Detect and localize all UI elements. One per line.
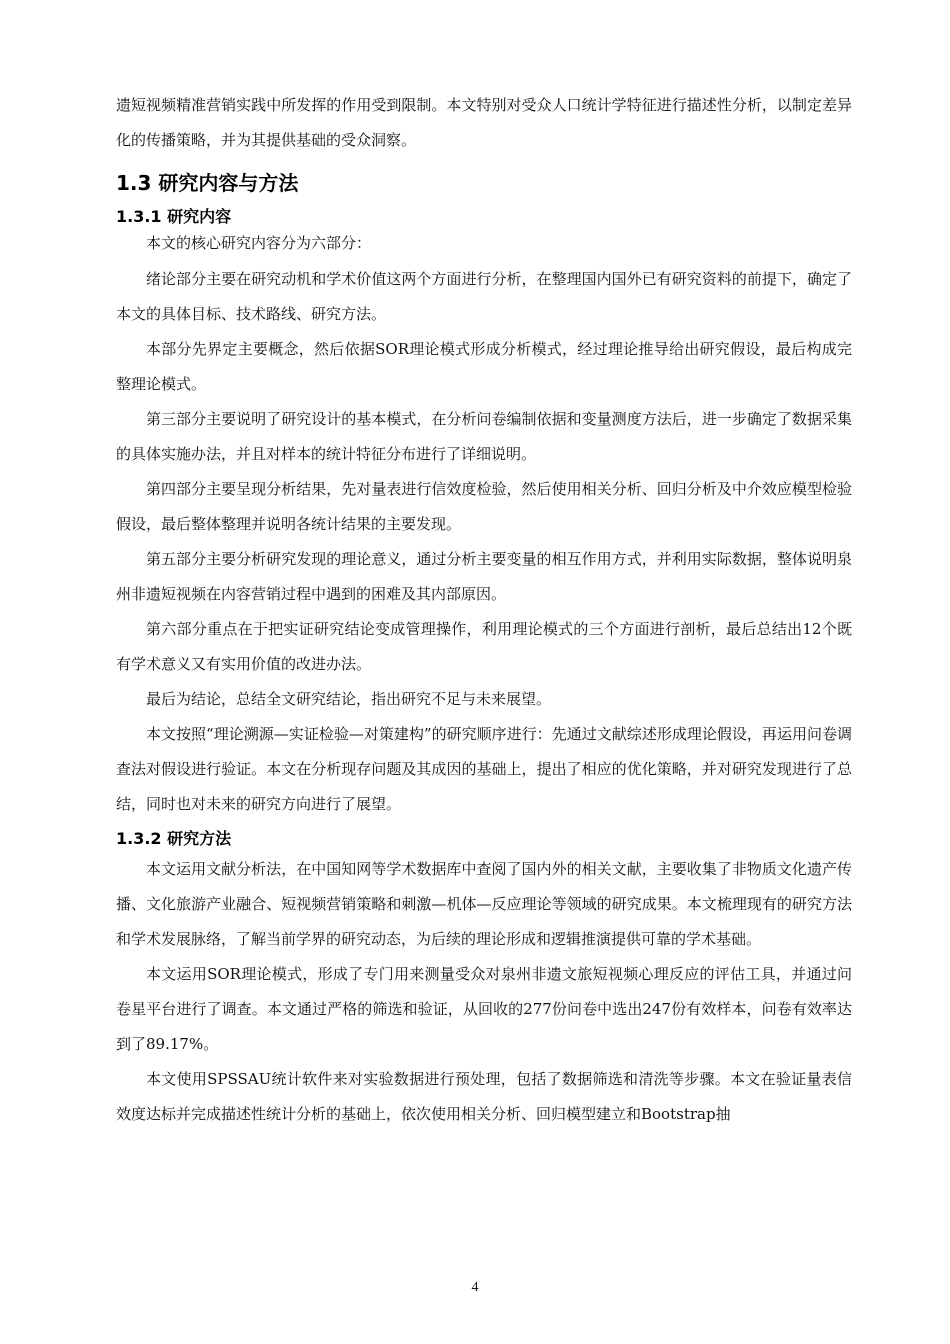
paragraph: 第六部分重点在于把实证研究结论变成管理操作，利用理论模式的三个方面进行剖析，最后总结出12个既有学术意义又有实用价值的改进办法。 xyxy=(116,620,852,673)
paragraph: 本文按照“理论溯源—实证检验—对策建构”的研究顺序进行：先通过文献综述形成理论假设，再运用问卷调查法对假设进行验证。本文在分析现存问题及其成因的基础上，提出了相应的优化策略，并对研究发现进行了总结，同时也对未来的研究方向进行了展望。 xyxy=(116,725,852,813)
paragraph: 本文使用SPSSAU统计软件来对实验数据进行预处理，包括了数据筛选和清洗等步骤。本文在验证量表信效度达标并完成描述性统计分析的基础上，依次使用相关分析、回归模型建立和Bootstrap抽 xyxy=(116,1070,852,1123)
section-number: 1.3 xyxy=(116,171,152,195)
paragraph: 本部分先界定主要概念，然后依据SOR理论模式形成分析模式，经过理论推导给出研究假设，最后构成完整理论模式。 xyxy=(116,340,852,393)
paragraph: 绪论部分主要在研究动机和学术价值这两个方面进行分析，在整理国内国外已有研究资料的前提下，确定了本文的具体目标、技术路线、研究方法。 xyxy=(116,270,852,323)
subsection-number: 1.3.2 xyxy=(116,829,162,848)
paragraph: 最后为结论，总结全文研究结论，指出研究不足与未来展望。 xyxy=(146,690,552,708)
subsection-title: 研究内容 xyxy=(167,207,232,226)
paragraph: 本文的核心研究内容分为六部分： xyxy=(146,234,372,252)
subsection-title: 研究方法 xyxy=(167,829,232,848)
section-title: 研究内容与方法 xyxy=(158,171,299,195)
paragraph: 本文运用文献分析法，在中国知网等学术数据库中查阅了国内外的相关文献，主要收集了非物质文化遗产传播、文化旅游产业融合、短视频营销策略和刺激—机体—反应理论等领域的研究成果。本文梳理现有的研究方法和学术发展脉络，了解当前学界的研究动态，为后续的理论形成和逻辑推演提供可靠的学术基础。 xyxy=(116,860,852,948)
paragraph: 第四部分主要呈现分析结果，先对量表进行信效度检验，然后使用相关分析、回归分析及中介效应模型检验假设，最后整体整理并说明各统计结果的主要发现。 xyxy=(116,480,852,533)
section-heading xyxy=(116,168,852,198)
subsection-heading-content xyxy=(116,204,852,230)
subsection-heading-methods xyxy=(116,826,852,852)
subsection-number: 1.3.1 xyxy=(116,207,162,226)
page-content xyxy=(116,88,852,1132)
page-number: 4 xyxy=(471,1280,479,1295)
intro-paragraph: 遗短视频精准营销实践中所发挥的作用受到限制。本文特别对受众人口统计学特征进行描述性分析，以制定差异化的传播策略，并为其提供基础的受众洞察。 xyxy=(116,96,852,149)
paragraph: 本文运用SOR理论模式，形成了专门用来测量受众对泉州非遗文旅短视频心理反应的评估工具，并通过问卷星平台进行了调查。本文通过严格的筛选和验证，从回收的277份问卷中选出247份有效样本，问卷有效率达到了89.17%。 xyxy=(116,965,852,1053)
paragraph: 第三部分主要说明了研究设计的基本模式，在分析问卷编制依据和变量测度方法后，进一步确定了数据采集的具体实施办法，并且对样本的统计特征分布进行了详细说明。 xyxy=(116,410,852,463)
paragraph: 第五部分主要分析研究发现的理论意义，通过分析主要变量的相互作用方式，并利用实际数据，整体说明泉州非遗短视频在内容营销过程中遇到的困难及其内部原因。 xyxy=(116,550,852,603)
